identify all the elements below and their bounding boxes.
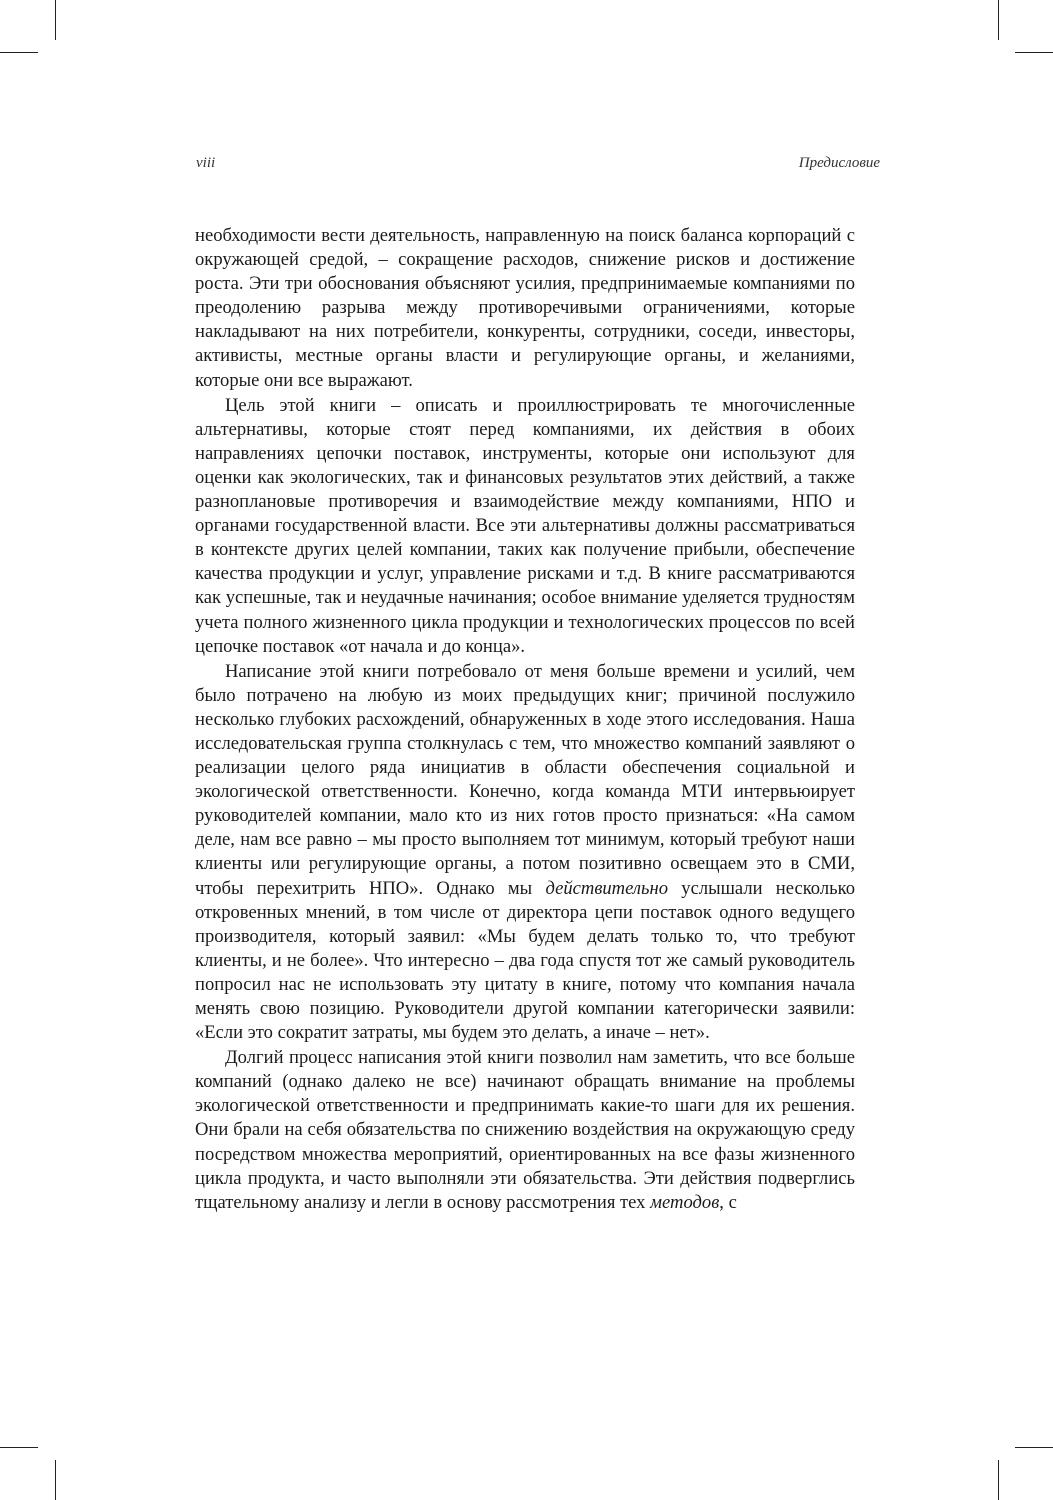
paragraph-4-text-after: , с	[719, 1191, 737, 1213]
crop-mark-top-left-horizontal	[0, 52, 38, 53]
paragraph-3	[195, 660, 855, 1046]
paragraph-2-text: Цель этой книги – описать и проиллюстрировать те многочисленные альтернативы, которые стоят перед компаниями, их действия в обоих направлениях цепочки поставок, инструменты, которые они используют для оценки как экологических, так и финансовых результатов этих действий, а также разноплановые противоречия и взаимодействие между компаниями, НПО и органами государственной власти. Все эти альтернативы должны рассматриваться в контексте других целей компании, таких как получение прибыли, обеспечение качества продукции и услуг, управление рисками и т.д. В книге рассматриваются как успешные, так и неудачные начинания; особое внимание уделяется трудностям учета полного жизненного цикла продукции и технологических процессов по всей цепочке поставок «от начала и до конца».	[195, 394, 855, 657]
crop-mark-bottom-right-vertical	[998, 1460, 999, 1500]
paragraph-2	[195, 394, 855, 659]
crop-mark-top-right-vertical	[998, 0, 999, 40]
paragraph-1-text: необходимости вести деятельность, направленную на поиск баланса корпораций с окружающей средой, – сокращение расходов, снижение рисков и достижение роста. Эти три обоснования объясняют усилия, предпринимаемые компаниями по преодолению разрыва между противоречивыми ограничениями, которые накладывают на них потребители, конкуренты, сотрудники, соседи, инвесторы, активисты, местные органы власти и регулирующие органы, и желаниями, которые они все выражают.	[195, 225, 855, 391]
paragraph-4	[195, 1046, 855, 1215]
paragraph-4-emphasis: методов	[650, 1191, 720, 1213]
crop-mark-bottom-left-horizontal	[0, 1447, 38, 1448]
crop-mark-top-right-horizontal	[1015, 52, 1053, 53]
crop-mark-bottom-left-vertical	[55, 1460, 56, 1500]
paragraph-1	[195, 224, 855, 393]
paragraph-4-text-before: Долгий процесс написания этой книги позволил нам заметить, что все больше компаний (однако далеко не все) начинают обращать внимание на проблемы экологической ответственности и предпринимать какие-то шаги для их решения. Они брали на себя обязательства по снижению воздействия на окружающую среду посредством множества мероприятий, ориентированных на все фазы жизненного цикла продукта, и часто выполняли эти обязательства. Эти действия подверглись тщательному анализу и легли в основу рассмотрения тех	[195, 1047, 855, 1213]
body-text	[195, 224, 855, 1215]
section-title: Предисловие	[798, 155, 880, 171]
crop-mark-bottom-right-horizontal	[1015, 1447, 1053, 1448]
paragraph-3-text-before: Написание этой книги потребовало от меня больше времени и усилий, чем было потрачено на любую из моих предыдущих книг; причиной послужило несколько глубоких расхождений, обнаруженных в ходе этого исследования. Наша исследовательская группа столкнулась с тем, что множество компаний заявляют о реализации целого ряда инициатив в области обеспечения социальной и экологической ответственности. Конечно, когда команда МТИ интервьюирует руководителей компании, мало кто из них готов просто признаться: «На самом деле, нам все равно – мы просто выполняем тот минимум, который требуют наши клиенты или регулирующие органы, а потом позитивно освещаем это в СМИ, чтобы перехитрить НПО». Однако мы	[195, 660, 855, 899]
crop-mark-top-left-vertical	[55, 0, 56, 40]
paragraph-3-text-after: услышали несколько откровенных мнений, в том числе от директора цепи поставок одного ведущего производителя, который заявил: «Мы будем делать только то, что требуют клиенты, и не более». Что интересно – два года спустя тот же самый руководитель попросил нас не использовать эту цитату в книге, потому что компания начала менять свою позицию. Руководители другой компании категорически заявили: «Если это сократит затраты, мы будем это делать, а иначе – нет».	[195, 877, 856, 1044]
page-number: viii	[196, 155, 216, 171]
paragraph-3-emphasis: действительно	[545, 877, 668, 899]
